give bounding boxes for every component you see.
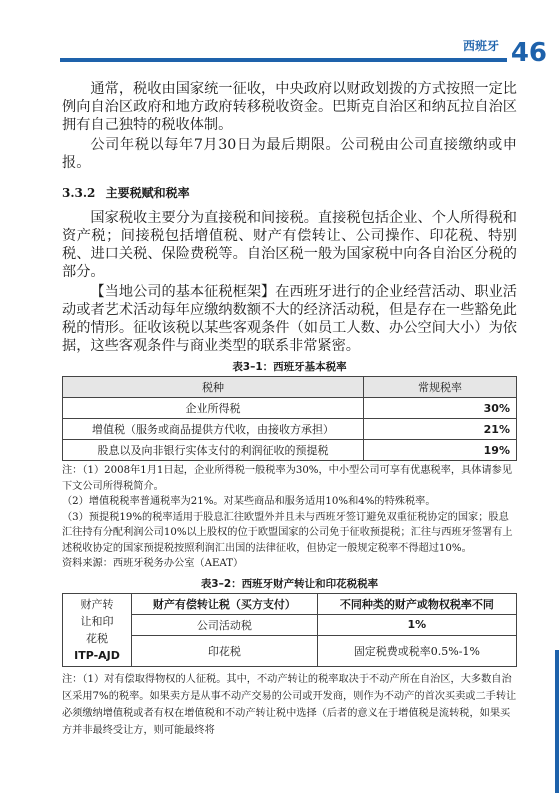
table-cell-rate: 30% [364,398,517,419]
table-cell-name: 印花税 [132,635,318,666]
table-cell-rate: 21% [364,419,517,440]
table-cell-tax: 股息以及向非银行实体支付的利润征收的预提税 [63,440,364,461]
table1-notes [62,463,517,572]
table2-caption: 表3–2：西班牙财产转让和印花税税率 [200,577,379,590]
table-header-cell: 常规税率 [364,377,517,398]
paragraph: 通常，税收由国家统一征收，中央政府以财政划拨的方式按照一定比例向自治区政府和地方政府转移税收资金。巴斯克自治区和纳瓦拉自治区拥有自己独特的税收体制。 [62,81,517,133]
section-title: 主要税赋和税率 [105,186,190,200]
table-row [63,419,517,440]
table-row [63,614,517,635]
header-country: 西班牙 [462,39,499,53]
note: 注：（1）2008年1月1日起，企业所得税一般税率为30%，中小型公司可享有优惠税率，具体请参见下文公司所得税简介。 [62,465,513,492]
side-label-line: ITP-AJD [74,648,120,662]
table2-notes [62,671,517,739]
side-label-line: 花税 [86,631,108,645]
table-cell-tax: 企业所得税 [63,398,364,419]
note: （3）预提税19%的税率适用于股息汇往欧盟外并且未与西班牙签订避免双重征税协定的国家；股息汇往持有分配利润公司10%以上股权的位于欧盟国家的公司免于征收预提税；汇往与西班牙签署有上述税收协定的国家预提税按照利润汇出国的法律征收，但协定一般规定税率不得超过10%。 [62,511,513,554]
table-row [63,440,517,461]
paragraph: 国家税收主要分为直接税和间接税。直接税包括企业、个人所得税和资产税；间接税包括增值税、财产有偿转让、公司操作、印花税、特别税、进口关税、保险费税等。自治区税一般为国家税中向各自治区分税的部分。 [62,210,517,280]
table-row [63,635,517,666]
side-accent-bar [555,650,559,793]
section-heading [62,184,517,201]
side-label-line: 财产转 [80,597,114,611]
table-row [63,593,517,614]
table-row [63,398,517,419]
paragraph: 【当地公司的基本征税框架】在西班牙进行的企业经营活动、职业活动或者艺术活动每年应缴纳数额不大的经济活动税，但是存在一些豁免此税的情形。征收该税以某些客观条件（如员工人数、办公空间大小）为依据，这些客观条件与商业类型的联系非常紧密。 [62,284,517,354]
page-content [62,80,517,739]
table-cell-rate: 固定税费或税率0.5%-1% [317,635,516,666]
table2-side-label [63,593,132,666]
table2 [62,593,517,667]
table-cell-tax: 增值税（服务或商品提供方代收，由接收方承担） [63,419,364,440]
table-cell-name: 公司活动税 [132,614,318,635]
table-header-row [63,377,517,398]
paragraph: 公司年税以每年7月30日为最后期限。公司税由公司直接缴纳或申报。 [62,137,517,171]
section-number: 3.3.2 [62,186,96,200]
header-rule [60,58,507,62]
page-number: 46 [510,38,547,68]
table-header-cell: 不同种类的财产或物权税率不同 [317,593,516,614]
table-cell-rate: 19% [364,440,517,461]
note: 注：（1）对有偿取得物权的人征税。其中，不动产转让的税率取决于不动产所在自治区，大多数自治区采用7%的税率。如果卖方是从事不动产交易的公司或开发商，则作为不动产的首次买卖或二手转让必须缴纳增值税或者有权在增值税和不动产转让税中选择（后者的意义在于增值税是流转税，如果买方并非最终受让方，则可能最终将 [62,673,517,736]
table1-caption: 表3–1：西班牙基本税率 [232,361,347,373]
table-header-cell: 财产有偿转让税（买方支付） [132,593,318,614]
source-note: 资料来源：西班牙税务办公室（AEAT） [62,558,244,569]
table1 [62,376,517,461]
table-cell-rate: 1% [317,614,516,635]
table-header-cell: 税种 [63,377,364,398]
note: （2）增值税税率普通税率为21%。对某些商品和服务适用10%和4%的特殊税率。 [62,496,436,507]
side-label-line: 让和印 [80,614,114,628]
